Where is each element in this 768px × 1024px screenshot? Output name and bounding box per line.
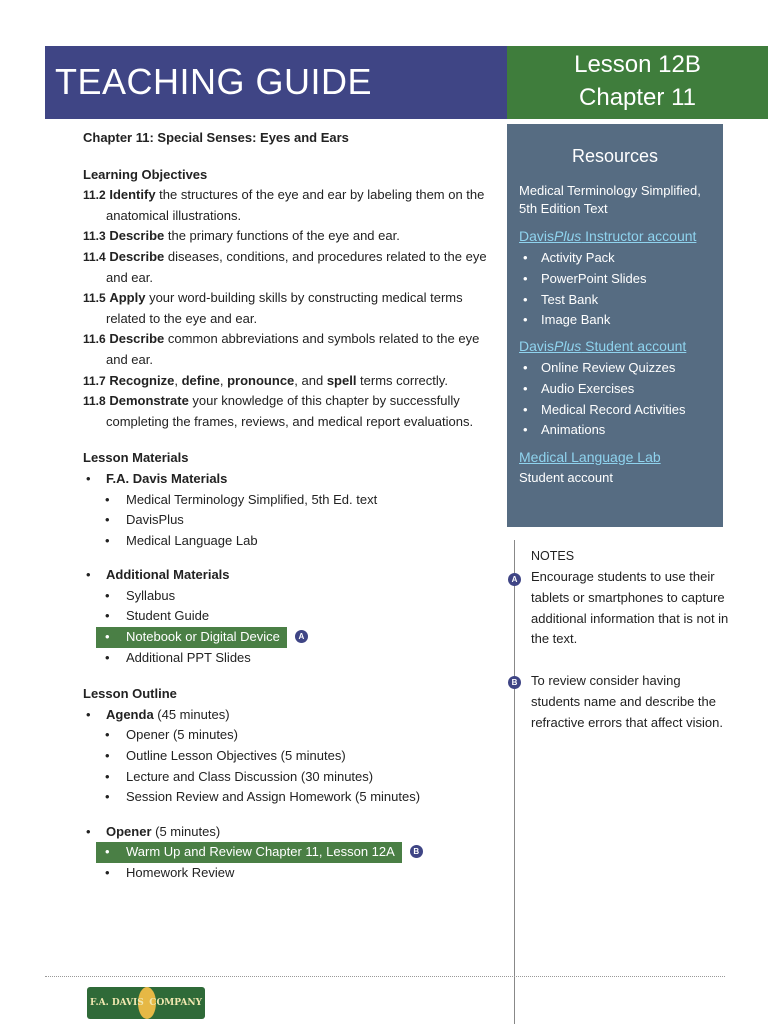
highlight-bar: Notebook or Digital Device <box>96 627 287 648</box>
list-item: • Online Review Quizzes <box>519 358 686 379</box>
instructor-resource-list <box>519 248 647 331</box>
objective-item: 11.3 Describe the primary functions of the eye and ear. <box>83 228 400 244</box>
lab-account-text: Student account <box>519 470 613 485</box>
note-badge-b: B <box>508 676 521 689</box>
list-item: • Homework Review <box>83 863 493 884</box>
list-item: • Opener (5 minutes) <box>83 725 493 746</box>
footer-divider <box>45 976 725 977</box>
note-badge-a: A <box>508 573 521 586</box>
highlight-bar: Warm Up and Review Chapter 11, Lesson 12A <box>96 842 402 863</box>
materials-heading: Lesson Materials <box>83 450 189 466</box>
list-item: • Student Guide <box>83 606 493 627</box>
list-item: • Medical Language Lab <box>83 531 493 552</box>
agenda-item: • Agenda (45 minutes) <box>83 705 493 726</box>
list-item: • Medical Terminology Simplified, 5th Ed. text <box>83 490 493 511</box>
objective-item: 11.7 Recognize, define, pronounce, and spell terms correctly. <box>83 372 448 388</box>
chapter-label: Chapter 11 <box>579 84 696 111</box>
outline-heading: Lesson Outline <box>83 686 177 702</box>
highlighted-list-item <box>83 842 493 863</box>
list-item: • Animations <box>519 420 686 441</box>
resources-textbook: Medical Terminology Simplified, 5th Edition Text <box>519 183 701 216</box>
instructor-account-link[interactable]: DavisPlus Instructor account <box>519 228 697 244</box>
objective-item: 11.6 Describe common abbreviations and symbols related to the eye and ear. <box>83 331 480 367</box>
list-item: • DavisPlus <box>83 510 493 531</box>
objective-item: 11.8 Demonstrate your knowledge of this chapter by successfully completing the frames, reviews, and medical report evaluations. <box>83 393 474 429</box>
list-item: • Image Bank <box>519 310 647 331</box>
student-resource-list <box>519 358 686 441</box>
list-item: • Syllabus <box>83 586 493 607</box>
materials-group-fa-davis: • F.A. Davis Materials <box>83 469 493 490</box>
list-item: • Lecture and Class Discussion (30 minutes) <box>83 767 493 788</box>
lesson-banner <box>507 46 768 119</box>
note-marker-b[interactable]: B <box>410 845 423 858</box>
objective-item: 11.2 Identify the structures of the eye and ear by labeling them on the anatomical illustrations. <box>83 187 485 223</box>
note-b: To review consider having students name and describe the refractive errors that affect vision. <box>531 673 723 730</box>
notes-heading: NOTES <box>531 549 575 563</box>
list-item: • Additional PPT Slides <box>83 648 493 669</box>
header-title-bar <box>45 46 507 119</box>
notes-divider <box>514 540 515 1024</box>
resources-title: Resources <box>571 146 659 166</box>
medical-language-lab-link[interactable]: Medical Language Lab <box>519 449 661 465</box>
list-item: • Audio Exercises <box>519 379 686 400</box>
list-item: • Medical Record Activities <box>519 400 686 421</box>
resources-panel <box>507 124 723 527</box>
list-item: • Test Bank <box>519 290 647 311</box>
list-item: • Activity Pack <box>519 248 647 269</box>
objective-item: 11.4 Describe diseases, conditions, and procedures related to the eye and ear. <box>83 248 487 285</box>
chapter-title: Chapter 11: Special Senses: Eyes and Ears <box>83 130 349 145</box>
note-a: Encourage students to use their tablets or smartphones to capture additional information that is not in the text. <box>531 569 729 647</box>
student-account-link[interactable]: DavisPlus Student account <box>519 338 687 354</box>
opener-item: • Opener (5 minutes) <box>83 822 493 843</box>
objective-item: 11.5 Apply your word-building skills by constructing medical terms related to the eye and ear. <box>83 290 463 326</box>
note-marker-a[interactable]: A <box>295 630 308 643</box>
highlighted-list-item <box>83 627 493 648</box>
list-item: • Outline Lesson Objectives (5 minutes) <box>83 746 493 767</box>
main-content <box>83 128 493 884</box>
list-item: • PowerPoint Slides <box>519 269 647 290</box>
page-title: TEACHING GUIDE <box>55 61 373 102</box>
materials-group-additional: • Additional Materials <box>83 565 493 586</box>
list-item: • Session Review and Assign Homework (5 minutes) <box>83 787 493 808</box>
objectives-heading: Learning Objectives <box>83 166 208 182</box>
lesson-label: Lesson 12B <box>574 51 701 78</box>
publisher-logo: F.A. DAVIS COMPANY <box>87 987 205 1019</box>
